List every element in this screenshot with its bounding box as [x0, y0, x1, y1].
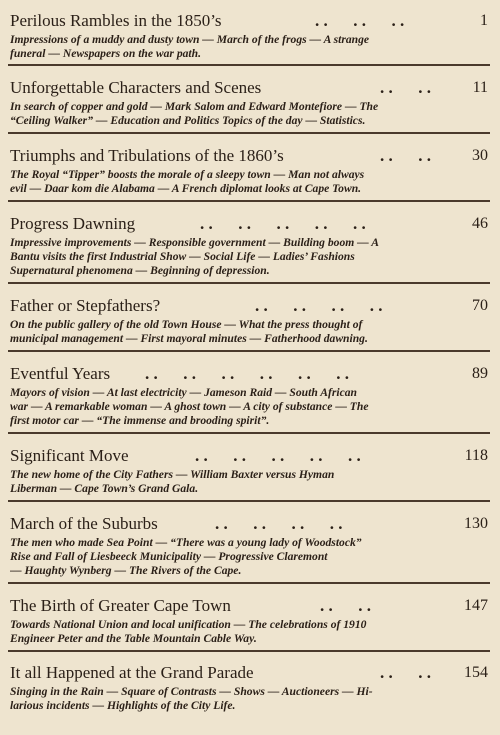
summary-line: The new home of the City Fathers — William Baxter versus Hyman — [10, 468, 335, 481]
chapter-title: Father or Stepfathers? — [10, 296, 161, 315]
summary-line: funeral — Newspapers on the war path. — [10, 47, 202, 60]
toc-entry — [10, 363, 488, 428]
chapter-title: Significant Move — [10, 446, 129, 465]
summary-line: Singing in the Rain — Square of Contrasts — Shows — Auctioneers — Hi- — [10, 685, 373, 698]
summary-line: Towards National Union and local unification — The celebrations of 1910 — [10, 618, 367, 631]
summary-line: first motor car — “The immense and brooding spirit”. — [10, 414, 270, 427]
page-number: 30 — [472, 147, 488, 164]
divider — [8, 432, 490, 434]
chapter-summary — [10, 100, 488, 128]
chapter-summary — [10, 685, 488, 713]
chapter-summary — [10, 318, 488, 346]
summary-line: municipal management — First mayoral minutes — Fatherhood dawning. — [10, 332, 368, 345]
chapter-title: Unforgettable Characters and Scenes — [10, 78, 262, 97]
summary-line: war — A remarkable woman — A ghost town — A city of substance — The — [10, 400, 369, 413]
entry-heading — [10, 77, 488, 99]
divider — [8, 200, 490, 202]
summary-line: Bantu visits the first Industrial Show — Social Life — Ladies’ Fashions — [10, 250, 355, 263]
toc-entry — [10, 77, 488, 128]
toc-entry — [10, 445, 488, 496]
page-number: 154 — [464, 664, 488, 681]
summary-line: Supernatural phenomena — Beginning of depression. — [10, 264, 270, 277]
chapter-title: Triumphs and Tribulations of the 1860’s — [10, 146, 284, 165]
chapter-summary — [10, 536, 488, 578]
dot-leader: . . . . . . . . — [255, 296, 383, 315]
page-number: 147 — [464, 597, 488, 614]
page-number: 118 — [464, 447, 488, 464]
summary-line: Rise and Fall of Liesbeeck Municipality — Progressive Claremont — [10, 550, 328, 563]
toc-entry — [10, 213, 488, 278]
summary-line: Impressions of a muddy and dusty town — March of the frogs — A strange — [10, 33, 370, 46]
divider — [8, 64, 490, 66]
toc-entry — [10, 145, 488, 196]
page-number: 1 — [480, 12, 488, 29]
toc-entry — [10, 295, 488, 346]
dot-leader: . . . . — [380, 78, 431, 97]
dot-leader: . . . . . . . . — [215, 514, 343, 533]
entry-heading — [10, 595, 488, 617]
divider — [8, 282, 490, 284]
chapter-summary — [10, 33, 488, 61]
summary-line: “Ceiling Walker” — Education and Politics Topics of the day — Statistics. — [10, 114, 366, 127]
summary-line: On the public gallery of the old Town House — What the press thought of — [10, 318, 363, 331]
entry-heading — [10, 213, 488, 235]
entry-heading — [10, 513, 488, 535]
dot-leader: . . . . . . . . . . — [195, 446, 361, 465]
chapter-title: Perilous Rambles in the 1850’s — [10, 11, 222, 30]
summary-line: Engineer Peter and the Table Mountain Cable Way. — [10, 632, 257, 645]
dot-leader: . . . . — [320, 596, 371, 615]
entry-heading — [10, 145, 488, 167]
page-number: 46 — [472, 215, 488, 232]
chapter-title: The Birth of Greater Cape Town — [10, 596, 231, 615]
summary-line: The men who made Sea Point — “There was a young lady of Woodstock” — [10, 536, 362, 549]
chapter-summary — [10, 468, 488, 496]
summary-line: evil — Daar kom die Alabama — A French diplomat looks at Cape Town. — [10, 182, 362, 195]
chapter-summary — [10, 386, 488, 428]
toc-entry — [10, 513, 488, 578]
chapter-summary — [10, 168, 488, 196]
summary-line: Liberman — Cape Town’s Grand Gala. — [10, 482, 199, 495]
dot-leader: . . . . . . . . . . . . — [145, 364, 349, 383]
toc-entry — [10, 662, 488, 713]
toc-entry — [10, 10, 488, 61]
summary-line: Mayors of vision — At last electricity — Jameson Raid — South African — [10, 386, 357, 399]
chapter-summary — [10, 236, 488, 278]
chapter-summary — [10, 618, 488, 646]
page-number: 70 — [472, 297, 488, 314]
chapter-title: March of the Suburbs — [10, 514, 158, 533]
dot-leader: . . . . — [380, 146, 431, 165]
page-number: 11 — [472, 79, 488, 96]
entry-heading — [10, 662, 488, 684]
divider — [8, 132, 490, 134]
dot-leader: . . . . — [380, 663, 431, 682]
summary-line: Impressive improvements — Responsible government — Building boom — A — [10, 236, 379, 249]
divider — [8, 350, 490, 352]
page-number: 89 — [472, 365, 488, 382]
toc-entry — [10, 595, 488, 646]
entry-heading — [10, 295, 488, 317]
entry-heading — [10, 363, 488, 385]
page-number: 130 — [464, 515, 488, 532]
chapter-title: Eventful Years — [10, 364, 111, 383]
summary-line: larious incidents — Highlights of the City Life. — [10, 699, 236, 712]
divider — [8, 582, 490, 584]
chapter-title: It all Happened at the Grand Parade — [10, 663, 254, 682]
summary-line: The Royal “Tipper” boosts the morale of a sleepy town — Man not always — [10, 168, 365, 181]
entry-heading — [10, 445, 488, 467]
dot-leader: . . . . . . . . . . — [200, 214, 366, 233]
summary-line: — Haughty Wynberg — The Rivers of the Cape. — [10, 564, 242, 577]
summary-line: In search of copper and gold — Mark Salom and Edward Montefiore — The — [10, 100, 379, 113]
entry-heading — [10, 10, 488, 32]
divider — [8, 650, 490, 652]
chapter-title: Progress Dawning — [10, 214, 136, 233]
divider — [8, 500, 490, 502]
dot-leader: . . . . . . — [315, 11, 405, 30]
